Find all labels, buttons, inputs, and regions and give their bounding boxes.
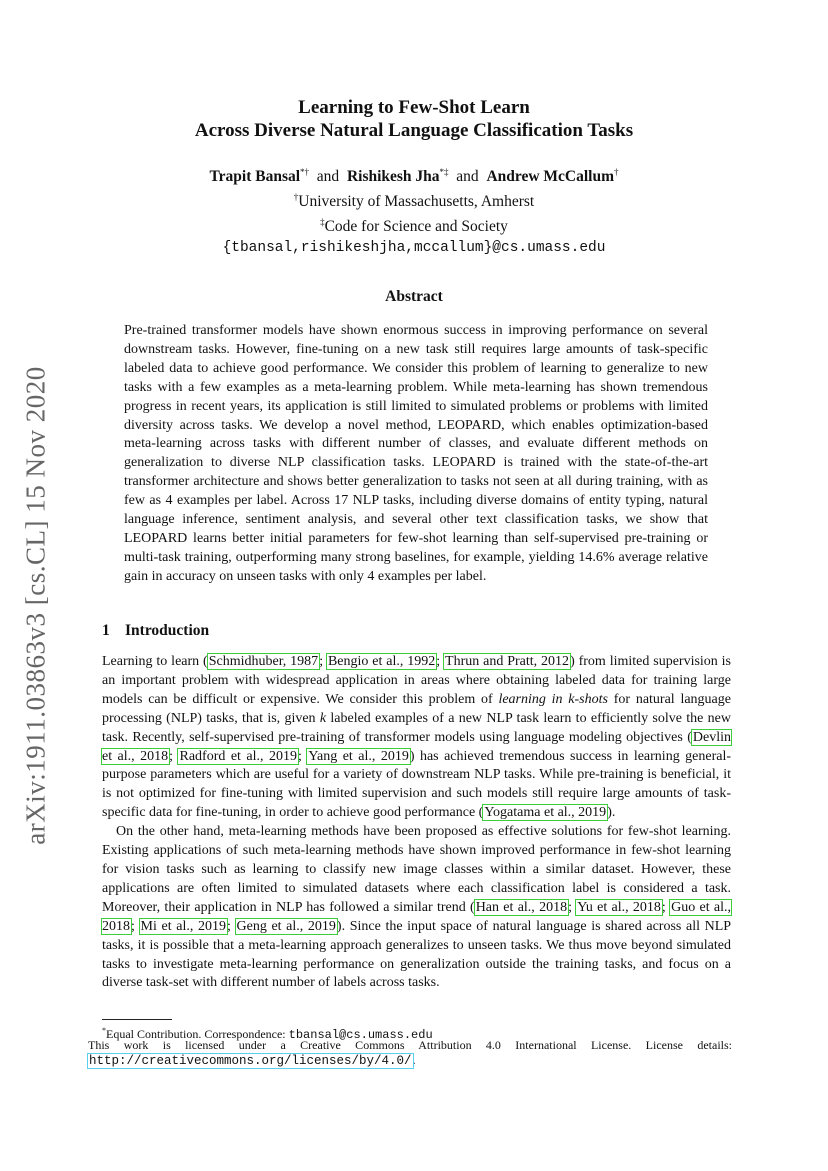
arxiv-id-text: arXiv:1911.03863v3 [cs.CL] 15 Nov 2020 bbox=[20, 365, 51, 845]
text-run: for natural language processing (NLP) tasks, that is, given bbox=[102, 691, 731, 726]
section-heading bbox=[102, 622, 209, 640]
text-run: ). bbox=[607, 805, 616, 821]
author-mark: *‡ bbox=[439, 167, 449, 177]
title-block bbox=[0, 96, 828, 259]
author-emails: {tbansal,rishikeshjha,mccallum}@cs.umass.edu bbox=[222, 240, 606, 256]
affiliation-mark: ‡ bbox=[320, 217, 325, 227]
citation-link[interactable]: Yu et al., 2018 bbox=[577, 899, 661, 915]
author-name: Rishikesh Jha bbox=[346, 168, 440, 185]
math-variable: k bbox=[319, 710, 327, 726]
citation-link[interactable]: Yogatama et al., 2019 bbox=[484, 805, 607, 821]
section-body bbox=[102, 653, 731, 993]
section-number: 1 bbox=[102, 622, 110, 639]
text-run: ; bbox=[436, 654, 445, 669]
author-mark: † bbox=[614, 167, 619, 177]
citation-link[interactable]: Devlin et al., 2018 bbox=[102, 729, 731, 764]
author-separator: and bbox=[456, 168, 479, 185]
text-run: ; bbox=[169, 748, 179, 764]
text-run: ; bbox=[661, 899, 671, 915]
paragraph bbox=[102, 653, 731, 823]
text-run: ; bbox=[131, 918, 140, 934]
text-run: Learning to learn ( bbox=[102, 654, 208, 669]
text-run: ) from limited supervision is an important problem with widespread application in areas where obtaining labeled data for training large models can be difficult or expensive. We consider this problem of bbox=[102, 654, 732, 707]
text-run: ; bbox=[319, 654, 327, 669]
text-run: labeled examples of a new NLP task learn to efficiently solve the new task. Recently, self-supervised pre-training of transformer models using language modeling objectives ( bbox=[102, 710, 731, 745]
arxiv-side-identifier bbox=[16, 360, 56, 850]
citation-link[interactable]: Radford et al., 2019 bbox=[179, 748, 297, 764]
abstract-text: Pre-trained transformer models have shown enormous success in improving performance on several downstream tasks. However, fine-tuning on a new task still requires large amounts of task-specific labeled data to achieve good performance. We consider this problem of learning to generalize to new tasks with a few examples as a meta-learning problem. While meta-learning has shown tremendous progress in recent years, its application is still limited to simulated problems or problems with limited diversity across tasks. We develop a novel method, LEOPARD, which enables optimization-based meta-learning across tasks with different number of classes, and evaluate different methods on generalization to diverse NLP classification tasks. LEOPARD is trained with the state-of-the-art transformer architecture and shows better generalization to tasks not seen at all during training, with as few as 4 examples per label. Across 17 NLP tasks, including diverse domains of entity typing, natural language inference, sentiment analysis, and several other text classification tasks, we show that LEOPARD learns better initial parameters for few-shot learning than self-supervised pre-training or multi-task training, outperforming many strong baselines, for example, yielding 14.6% average relative gain in accuracy on unseen tasks with only 4 examples per label. bbox=[124, 323, 708, 584]
citation-link[interactable]: Schmidhuber, 1987 bbox=[208, 654, 319, 669]
citation-link[interactable]: Mi et al., 2019 bbox=[140, 918, 226, 934]
citation-link[interactable]: Bengio et al., 1992 bbox=[327, 654, 436, 669]
text-run: ; bbox=[297, 748, 308, 764]
footnote-email: tbansal@cs.umass.edu bbox=[288, 1028, 433, 1042]
citation-link[interactable]: Han et al., 2018 bbox=[475, 899, 568, 915]
affiliation-1 bbox=[0, 187, 828, 212]
author-name: Trapit Bansal bbox=[209, 168, 301, 185]
abstract-heading: Abstract bbox=[385, 288, 443, 305]
license-link[interactable]: http://creativecommons.org/licenses/by/4.0/ bbox=[89, 1054, 412, 1068]
affiliation-text: Code for Science and Society bbox=[324, 218, 508, 235]
citation-link[interactable]: Geng et al., 2019 bbox=[236, 918, 336, 934]
paper-title bbox=[0, 96, 828, 142]
title-line-2: Across Diverse Natural Language Classification Tasks bbox=[194, 120, 634, 141]
text-run: ; bbox=[568, 899, 577, 915]
paragraph bbox=[102, 823, 731, 993]
affiliation-text: University of Massachusetts, Amherst bbox=[298, 193, 535, 210]
author-mark: *† bbox=[300, 167, 310, 177]
section-title: Introduction bbox=[125, 622, 210, 639]
footnote-text: Equal Contribution. Correspondence: bbox=[106, 1027, 289, 1041]
text-run: ) has achieved tremendous success in learning general-purpose parameters which are useful for a variety of downstream NLP tasks. While pre-training is beneficial, it is not optimized for fine-tuning with limited supervision and such models still require large amounts of task-specific data for fine-tuning, in order to achieve good performance ( bbox=[102, 748, 732, 821]
text-run: ). Since the input space of natural language is shared across all NLP tasks, it is possible that a meta-learning approach generalizes to unseen tasks. We thus move beyond simulated tasks to investigate meta-learning performance on generalization outside the training tasks, and focus on a diverse task-set with different number of labels across tasks. bbox=[102, 918, 732, 991]
license-text: This work is licensed under a Creative Commons Attribution 4.0 International License. License details: bbox=[88, 1038, 732, 1052]
affiliation-mark: † bbox=[293, 192, 299, 202]
author-separator: and bbox=[316, 168, 340, 185]
footnote-divider bbox=[102, 1019, 172, 1020]
author-list bbox=[0, 162, 828, 187]
text-run: On the other hand, meta-learning methods have been proposed as effective solutions for few-shot learning. Existing applications of such meta-learning methods have shown improved performance in few-shot learning for vision tasks such as learning to classify new image classes within a similar dataset. However, these applications are often limited to simulated datasets where each classification label is considered a task. Moreover, their application in NLP has followed a similar trend ( bbox=[102, 824, 731, 915]
citation-link[interactable]: Thrun and Pratt, 2012 bbox=[445, 654, 570, 669]
footnote-mark: * bbox=[102, 1026, 106, 1035]
citation-link[interactable]: Guo et al., 2018 bbox=[102, 899, 732, 934]
footnote-license bbox=[88, 1038, 732, 1069]
emphasis: learning in k-shots bbox=[498, 691, 608, 707]
affiliation-2 bbox=[0, 212, 828, 237]
license-end: . bbox=[412, 1053, 416, 1067]
author-name: Andrew McCallum bbox=[486, 168, 615, 185]
title-line-1: Learning to Few-Shot Learn bbox=[298, 97, 530, 118]
citation-link[interactable]: Yang et al., 2019 bbox=[308, 748, 409, 764]
text-run: ; bbox=[226, 918, 236, 934]
